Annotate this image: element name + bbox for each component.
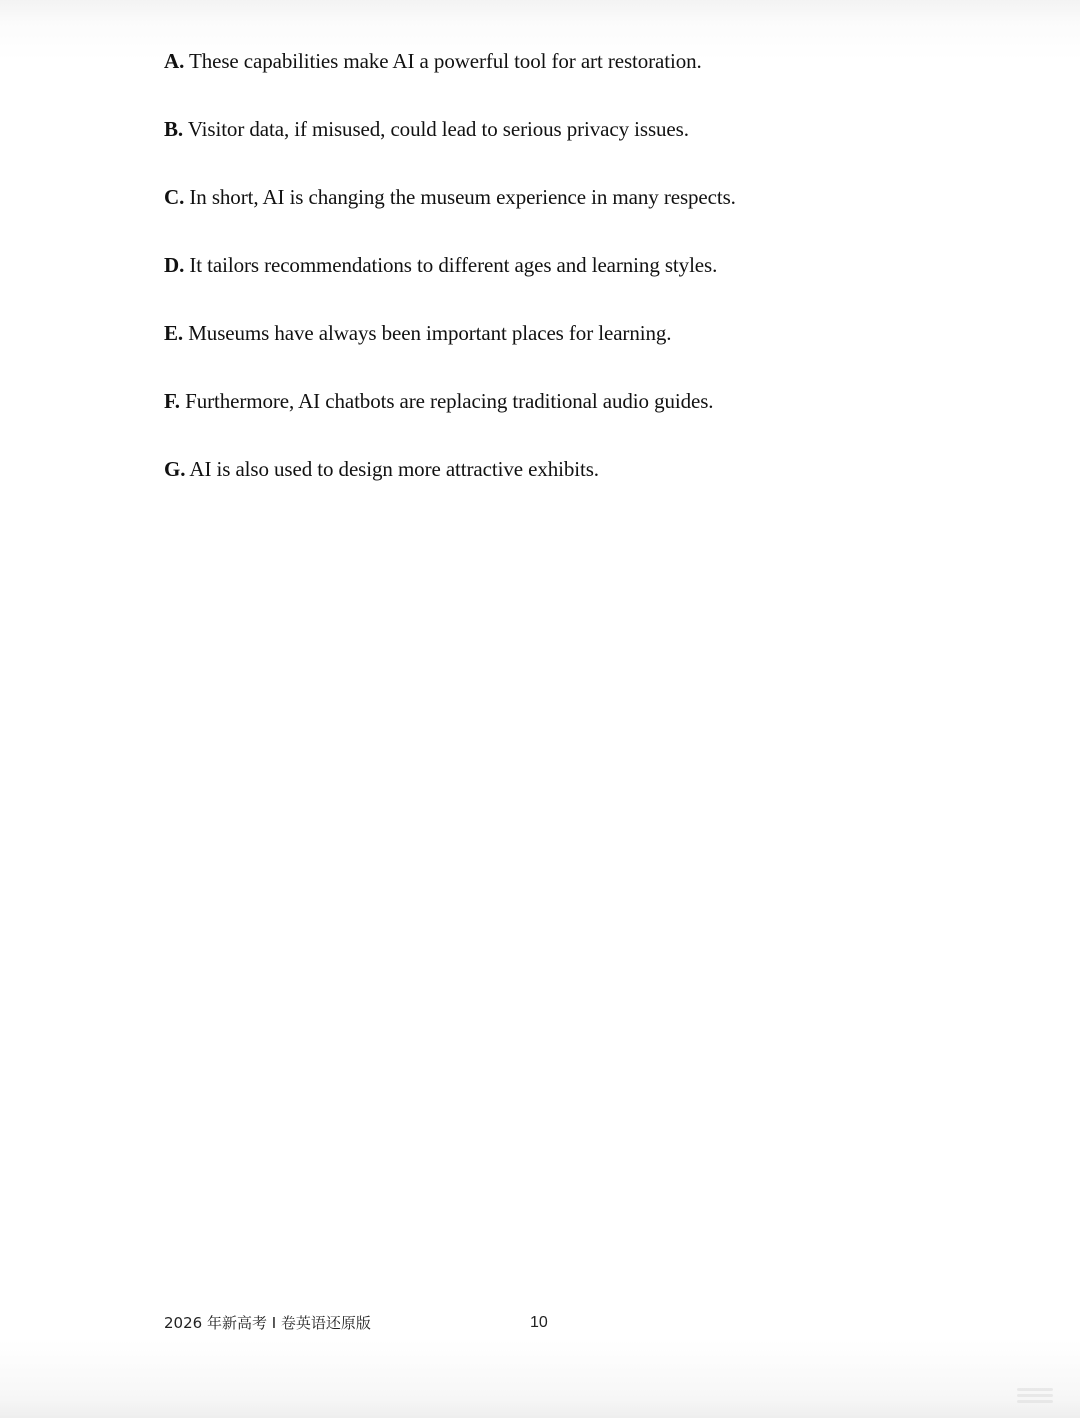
option-b xyxy=(164,114,964,182)
option-letter: F. xyxy=(164,389,180,413)
option-text: These capabilities make AI a powerful tool for art restoration. xyxy=(189,49,702,73)
page-footer xyxy=(164,1312,584,1336)
page-number: 10 xyxy=(530,1314,548,1331)
option-letter: E. xyxy=(164,321,184,345)
option-letter: B. xyxy=(164,117,184,141)
option-text: In short, AI is changing the museum experience in many respects. xyxy=(189,185,736,209)
option-letter: C. xyxy=(164,185,185,209)
option-g xyxy=(164,454,964,522)
option-letter: D. xyxy=(164,253,185,277)
option-text: It tailors recommendations to different ages and learning styles. xyxy=(189,253,718,277)
option-f xyxy=(164,386,964,454)
answer-options-list xyxy=(164,46,964,522)
option-letter: G. xyxy=(164,457,186,481)
option-text: Visitor data, if misused, could lead to serious privacy issues. xyxy=(187,117,689,141)
option-text: Furthermore, AI chatbots are replacing traditional audio guides. xyxy=(185,389,714,413)
footer-title: 2026 年新高考 I 卷英语还原版 xyxy=(164,1314,371,1332)
option-text: AI is also used to design more attractive exhibits. xyxy=(189,457,599,481)
option-c xyxy=(164,182,964,250)
option-d xyxy=(164,250,964,318)
option-e xyxy=(164,318,964,386)
option-letter: A. xyxy=(164,49,185,73)
option-a xyxy=(164,46,964,114)
corner-watermark-icon xyxy=(1016,1386,1054,1404)
option-text: Museums have always been important places for learning. xyxy=(188,321,672,345)
